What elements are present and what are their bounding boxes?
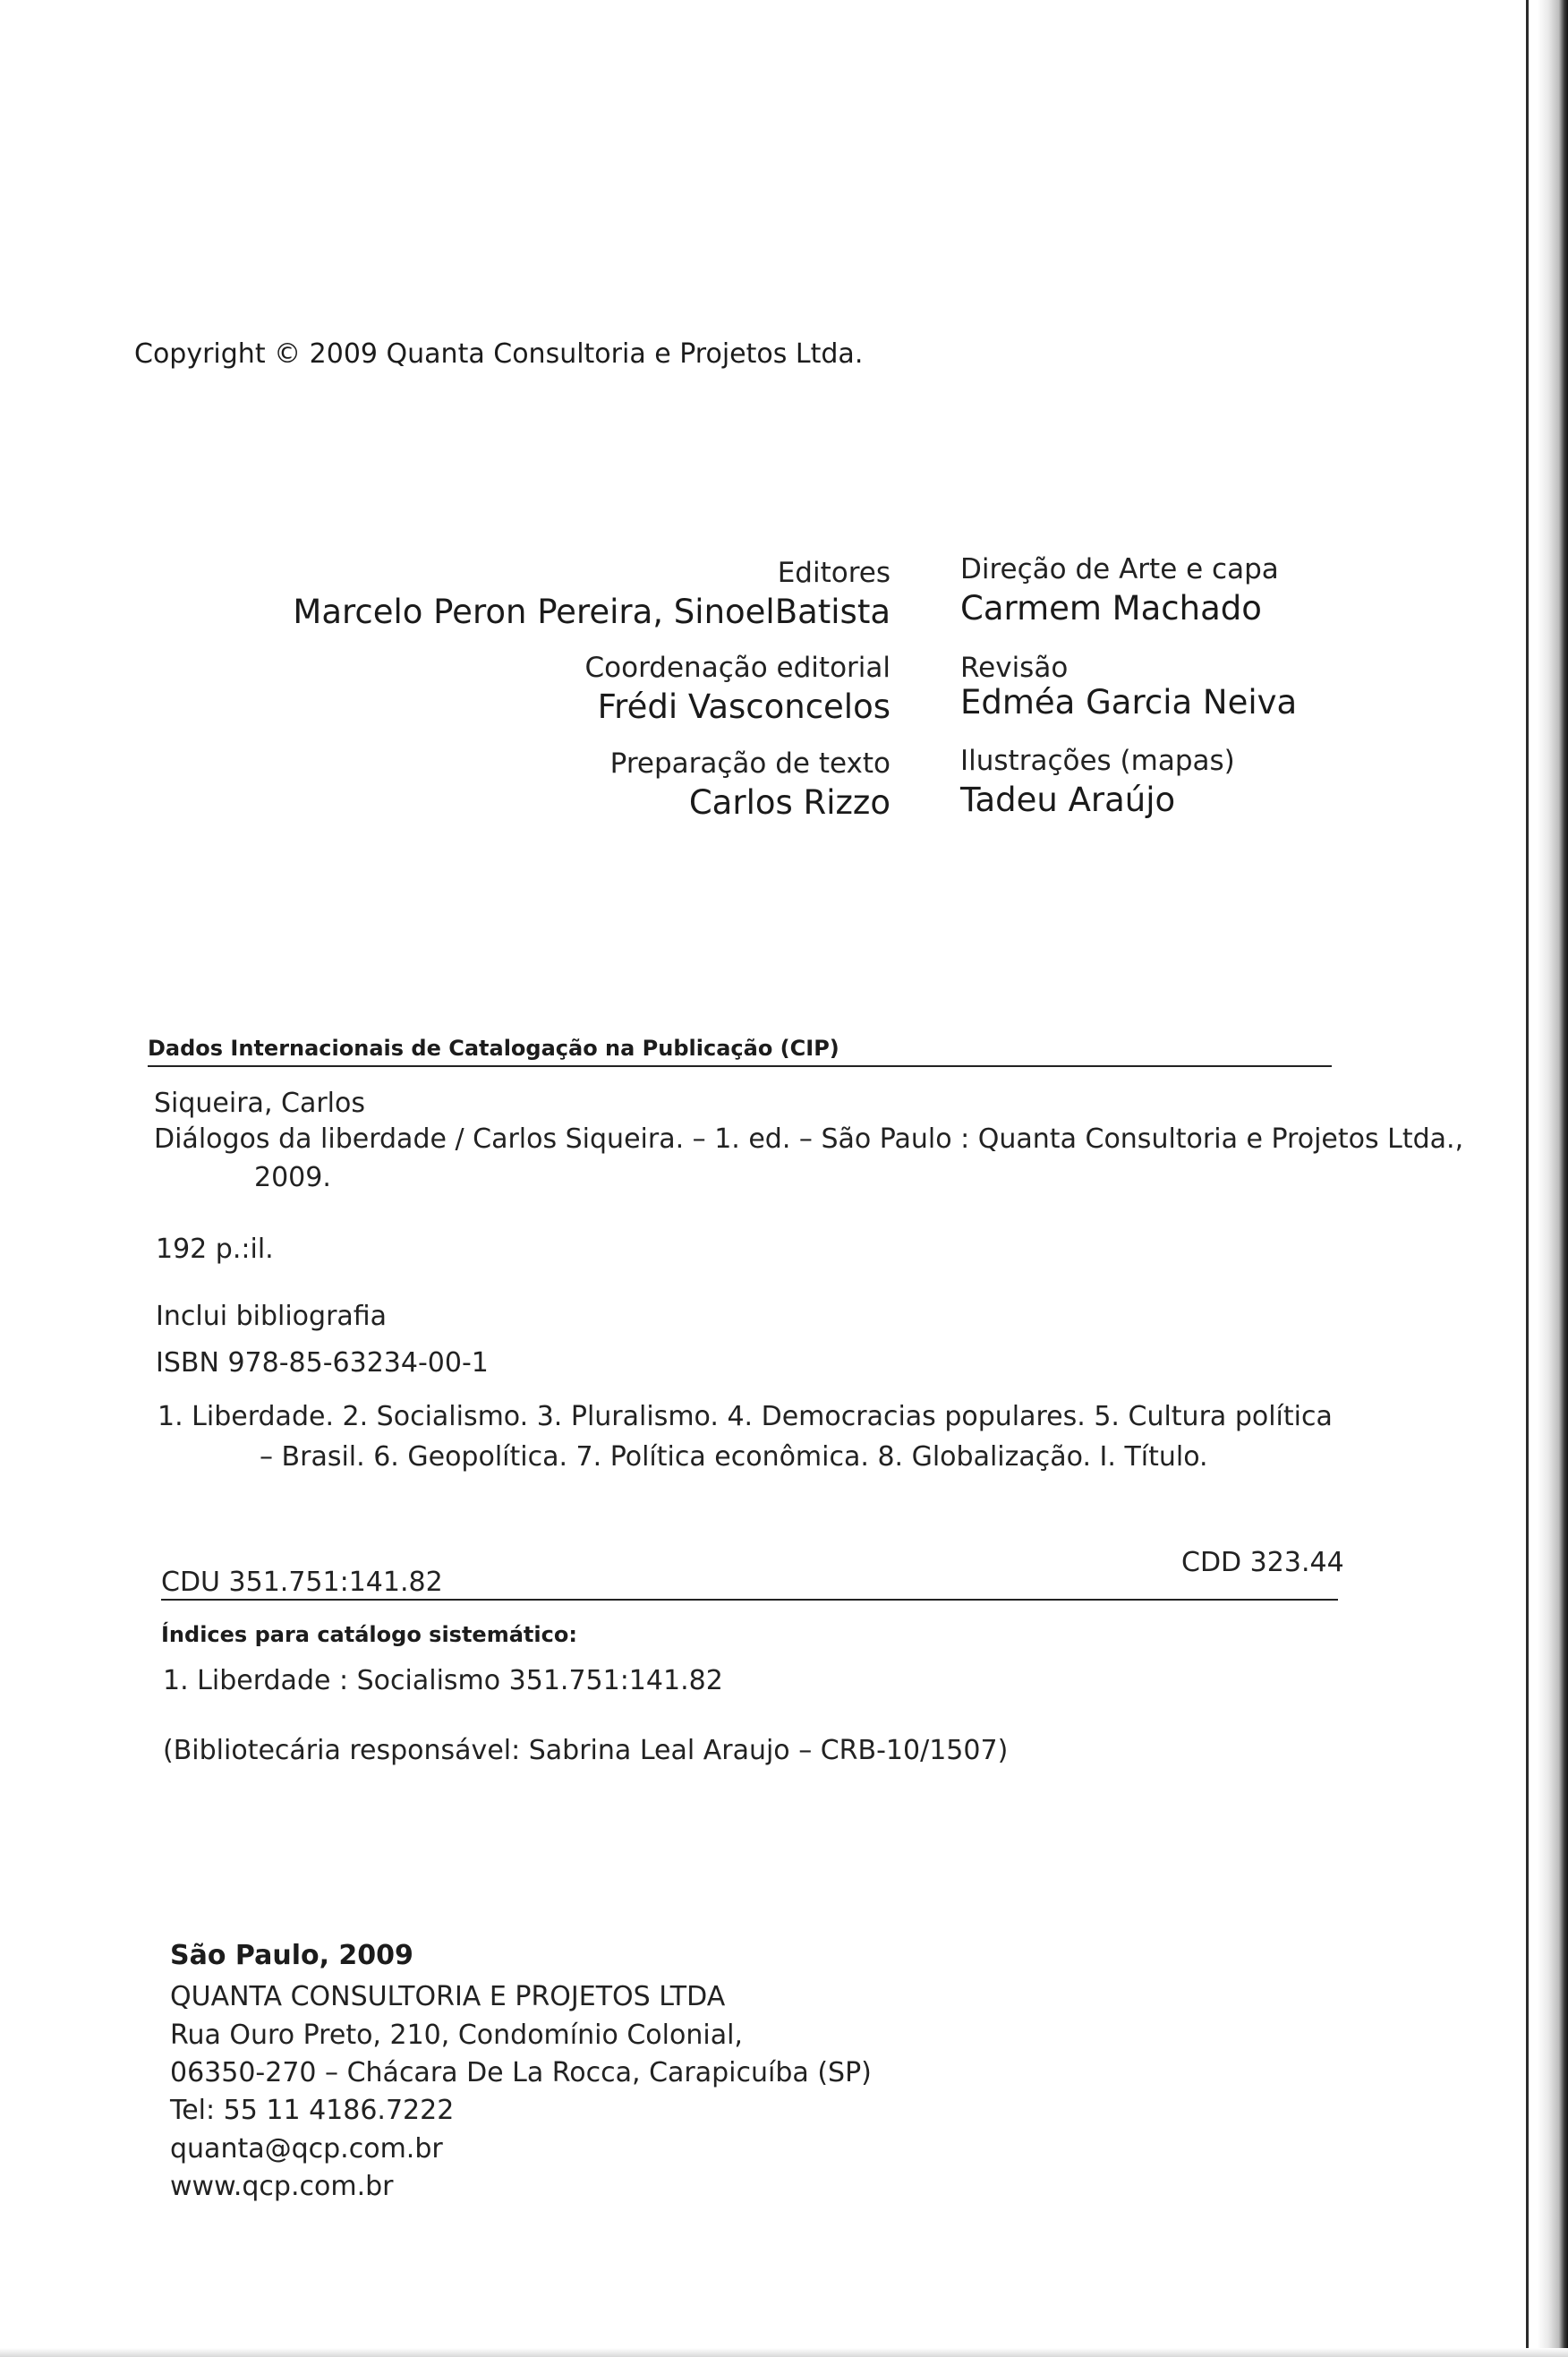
cip-year: 2009. — [254, 1162, 331, 1193]
librarian-credit: (Bibliotecária responsável: Sabrina Leal Araujo – CRB-10/1507) — [163, 1735, 1009, 1766]
cip-pages: 192 p.:il. — [156, 1234, 274, 1265]
credit-name-preparation: Carlos Rizzo — [688, 783, 891, 822]
index-heading: Índices para catálogo sistemático: — [161, 1622, 577, 1647]
imprint-street: Rua Ouro Preto, 210, Condomínio Colonial, — [170, 2020, 743, 2051]
imprint-website: www.qcp.com.br — [170, 2171, 394, 2202]
credit-name-editors: Marcelo Peron Pereira, SinoelBatista — [293, 593, 891, 631]
credit-name-coordination: Frédi Vasconcelos — [597, 687, 891, 726]
credit-name-art-direction: Carmem Machado — [960, 589, 1262, 628]
cip-heading: Dados Internacionais de Catalogação na Publicação (CIP) — [148, 1036, 839, 1061]
copyright-notice: Copyright © 2009 Quanta Consultoria e Projetos Ltda. — [134, 338, 864, 370]
credit-name-illustrations: Tadeu Araújo — [960, 781, 1176, 819]
imprint-email: quanta@qcp.com.br — [170, 2133, 443, 2165]
imprint-city-year: São Paulo, 2009 — [170, 1940, 413, 1971]
cip-subjects-line2: – Brasil. 6. Geopolítica. 7. Política econômica. 8. Globalização. I. Título. — [260, 1441, 1208, 1473]
cip-bibliography: Inclui bibliografia — [156, 1301, 388, 1332]
credit-name-revision: Edméa Garcia Neiva — [960, 683, 1298, 722]
imprint-phone: Tel: 55 11 4186.7222 — [170, 2095, 455, 2126]
credit-role-preparation: Preparação de texto — [609, 747, 891, 780]
cip-title-line: Diálogos da liberdade / Carlos Siqueira. – 1. ed. – São Paulo : Quanta Consultoria e Projetos Ltda., — [154, 1123, 1464, 1155]
cip-isbn: ISBN 978-85-63234-00-1 — [156, 1347, 489, 1379]
cip-subjects-line1: 1. Liberdade. 2. Socialismo. 3. Pluralismo. 4. Democracias populares. 5. Cultura política — [158, 1401, 1333, 1432]
scan-edge-line — [1526, 0, 1529, 2357]
cip-top-rule — [148, 1065, 1332, 1067]
index-entry: 1. Liberdade : Socialismo 351.751:141.82 — [163, 1665, 723, 1696]
imprint-postal: 06350-270 – Chácara De La Rocca, Carapicuíba (SP) — [170, 2057, 872, 2088]
scan-edge-right — [1538, 0, 1568, 2357]
cip-cdd: CDD 323.44 — [1181, 1547, 1344, 1578]
credit-role-illustrations: Ilustrações (mapas) — [960, 745, 1235, 777]
cip-cdu: CDU 351.751:141.82 — [161, 1567, 443, 1598]
scan-edge-bottom — [0, 2348, 1568, 2357]
credit-role-art-direction: Direção de Arte e capa — [960, 553, 1279, 585]
cip-author: Siqueira, Carlos — [154, 1088, 366, 1119]
credit-role-editors: Editores — [777, 557, 891, 589]
cip-bottom-rule — [161, 1599, 1338, 1601]
credit-role-coordination: Coordenação editorial — [584, 652, 891, 684]
imprint-company: QUANTA CONSULTORIA E PROJETOS LTDA — [170, 1981, 726, 2012]
credit-role-revision: Revisão — [960, 652, 1069, 684]
